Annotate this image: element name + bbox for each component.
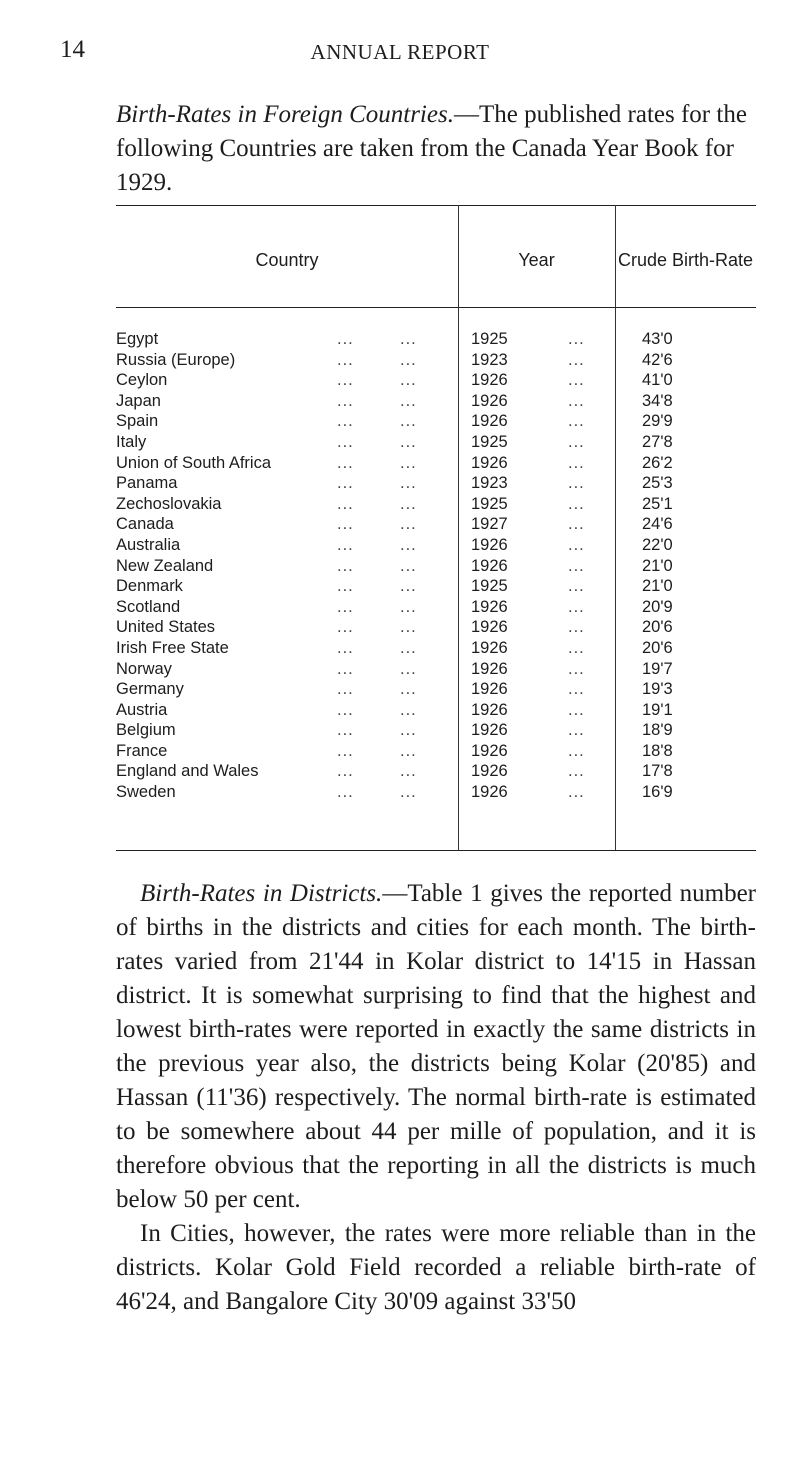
leader-dots: ... bbox=[568, 577, 585, 596]
cell-country: Zechoslovakia bbox=[116, 494, 222, 513]
cell-year: 1926 bbox=[471, 535, 508, 554]
leader-dots: ... bbox=[568, 474, 585, 493]
leader-dots: ... bbox=[400, 721, 417, 740]
cell-country: Italy bbox=[116, 432, 147, 451]
intro-heading: Birth-Rates in Foreign Countries. bbox=[116, 101, 454, 128]
table-row bbox=[116, 433, 756, 454]
cell-year: 1923 bbox=[471, 474, 508, 493]
intro-paragraph bbox=[116, 98, 756, 200]
header-country: Country bbox=[255, 249, 319, 270]
cell-year: 1926 bbox=[471, 762, 508, 781]
leader-dots: ... bbox=[337, 371, 354, 390]
leader-dots: ... bbox=[337, 680, 354, 699]
cell-birth-rate: 27'8 bbox=[642, 432, 673, 451]
leader-dots: ... bbox=[400, 700, 417, 719]
table-bottom-rule bbox=[116, 850, 756, 851]
table-row bbox=[116, 412, 756, 433]
cell-country: Canada bbox=[116, 515, 174, 534]
leader-dots: ... bbox=[337, 474, 354, 493]
cities-paragraph: In Cities, however, the rates were more reliable than in the districts. Kolar Gold Field recorded a reliable birth-rate of 46'24, and Bangalore City 30'09 against 33'50 bbox=[116, 1220, 756, 1315]
cell-birth-rate: 25'1 bbox=[642, 494, 673, 513]
cell-country: Panama bbox=[116, 474, 178, 493]
table-row bbox=[116, 577, 756, 598]
leader-dots: ... bbox=[400, 412, 417, 431]
leader-dots: ... bbox=[568, 700, 585, 719]
cell-year: 1926 bbox=[471, 618, 508, 637]
leader-dots: ... bbox=[400, 618, 417, 637]
leader-dots: ... bbox=[400, 432, 417, 451]
cell-country: Union of South Africa bbox=[116, 453, 272, 472]
cell-country: Irish Free State bbox=[116, 638, 229, 657]
table-header-rule bbox=[116, 307, 756, 308]
table-row bbox=[116, 721, 756, 742]
cell-country: Sweden bbox=[116, 783, 176, 802]
leader-dots: ... bbox=[337, 741, 354, 760]
birth-rate-table bbox=[116, 205, 756, 855]
districts-paragraph bbox=[116, 877, 756, 1217]
cell-birth-rate: 21'0 bbox=[642, 577, 673, 596]
leader-dots: ... bbox=[400, 556, 417, 575]
cell-country: England and Wales bbox=[116, 762, 259, 781]
leader-dots: ... bbox=[400, 350, 417, 369]
table-top-rule bbox=[116, 205, 756, 206]
cell-birth-rate: 18'8 bbox=[642, 741, 673, 760]
leader-dots: ... bbox=[400, 535, 417, 554]
table-row bbox=[116, 454, 756, 475]
table-row bbox=[116, 618, 756, 639]
leader-dots: ... bbox=[400, 638, 417, 657]
table-row bbox=[116, 742, 756, 763]
header-year: Year bbox=[518, 249, 555, 270]
leader-dots: ... bbox=[568, 741, 585, 760]
cell-year: 1925 bbox=[471, 330, 508, 348]
leader-dots: ... bbox=[400, 597, 417, 616]
leader-dots: ... bbox=[568, 371, 585, 390]
table-row bbox=[116, 783, 756, 804]
leader-dots: ... bbox=[337, 618, 354, 637]
cell-birth-rate: 16'9 bbox=[642, 783, 673, 802]
table-row bbox=[116, 639, 756, 660]
leader-dots: ... bbox=[337, 432, 354, 451]
cell-birth-rate: 24'6 bbox=[642, 515, 673, 534]
cell-year: 1923 bbox=[471, 350, 508, 369]
cell-country: Norway bbox=[116, 659, 172, 678]
table-row bbox=[116, 371, 756, 392]
leader-dots: ... bbox=[337, 638, 354, 657]
cell-year: 1926 bbox=[471, 412, 508, 431]
leader-dots: ... bbox=[337, 330, 354, 348]
leader-dots: ... bbox=[400, 783, 417, 802]
cell-country: Austria bbox=[116, 700, 168, 719]
leader-dots: ... bbox=[337, 577, 354, 596]
cell-country: Spain bbox=[116, 412, 159, 431]
leader-dots: ... bbox=[400, 680, 417, 699]
header-crude-birth-rate: Crude Birth-Rate bbox=[617, 249, 754, 270]
cell-country: Ceylon bbox=[116, 371, 168, 390]
cell-year: 1926 bbox=[471, 700, 508, 719]
cell-country: United States bbox=[116, 618, 216, 637]
leader-dots: ... bbox=[337, 515, 354, 534]
cell-birth-rate: 19'7 bbox=[642, 659, 673, 678]
leader-dots: ... bbox=[568, 432, 585, 451]
leader-dots: ... bbox=[337, 659, 354, 678]
leader-dots: ... bbox=[568, 680, 585, 699]
cell-year: 1926 bbox=[471, 371, 508, 390]
leader-dots: ... bbox=[400, 391, 417, 410]
leader-dots: ... bbox=[568, 494, 585, 513]
districts-section bbox=[116, 877, 756, 1319]
cell-birth-rate: 19'1 bbox=[642, 700, 673, 719]
cell-year: 1926 bbox=[471, 721, 508, 740]
table-row bbox=[116, 495, 756, 516]
cell-year: 1926 bbox=[471, 556, 508, 575]
cell-birth-rate: 18'9 bbox=[642, 721, 673, 740]
districts-text: —Table 1 gives the reported number of births in the districts and cities for each month. The birth-rates varied from 21'44 in Kolar district to 14'15 in Hassan district. It is somewhat surprising to find that the highest and lowest birth-rates were reported in exactly the same districts in the previous year also, the districts being Kolar (20'85) and Hassan (11'36) respectively. The normal birth-rate is estimated to be somewhere about 44 per mille of population, and it is therefore obvious that the reporting in all the districts is much below 50 per cent. bbox=[116, 880, 757, 1213]
cell-birth-rate: 19'3 bbox=[642, 680, 673, 699]
cell-birth-rate: 22'0 bbox=[642, 535, 673, 554]
leader-dots: ... bbox=[337, 535, 354, 554]
cell-birth-rate: 20'6 bbox=[642, 638, 673, 657]
cell-birth-rate: 42'6 bbox=[642, 350, 673, 369]
leader-dots: ... bbox=[400, 494, 417, 513]
cell-country: Egypt bbox=[116, 330, 159, 348]
cell-year: 1926 bbox=[471, 741, 508, 760]
cell-birth-rate: 43'0 bbox=[642, 330, 673, 348]
cell-birth-rate: 26'2 bbox=[642, 453, 673, 472]
cell-country: Belgium bbox=[116, 721, 176, 740]
table-row bbox=[116, 660, 756, 681]
leader-dots: ... bbox=[568, 638, 585, 657]
table-body bbox=[116, 330, 756, 804]
leader-dots: ... bbox=[337, 700, 354, 719]
leader-dots: ... bbox=[568, 330, 585, 348]
table-row bbox=[116, 557, 756, 578]
leader-dots: ... bbox=[568, 391, 585, 410]
leader-dots: ... bbox=[337, 556, 354, 575]
cell-birth-rate: 20'9 bbox=[642, 597, 673, 616]
leader-dots: ... bbox=[337, 453, 354, 472]
cell-year: 1927 bbox=[471, 515, 508, 534]
leader-dots: ... bbox=[568, 412, 585, 431]
cell-birth-rate: 17'8 bbox=[642, 762, 673, 781]
leader-dots: ... bbox=[337, 412, 354, 431]
cell-year: 1926 bbox=[471, 597, 508, 616]
leader-dots: ... bbox=[400, 330, 417, 348]
cell-country: Russia (Europe) bbox=[116, 350, 236, 369]
cell-country: Denmark bbox=[116, 577, 183, 596]
leader-dots: ... bbox=[568, 556, 585, 575]
table-row bbox=[116, 762, 756, 783]
leader-dots: ... bbox=[337, 494, 354, 513]
cell-birth-rate: 25'3 bbox=[642, 474, 673, 493]
leader-dots: ... bbox=[568, 618, 585, 637]
leader-dots: ... bbox=[337, 597, 354, 616]
cell-birth-rate: 21'0 bbox=[642, 556, 673, 575]
table-row bbox=[116, 392, 756, 413]
leader-dots: ... bbox=[400, 741, 417, 760]
leader-dots: ... bbox=[400, 453, 417, 472]
cell-birth-rate: 20'6 bbox=[642, 618, 673, 637]
cell-country: Scotland bbox=[116, 597, 181, 616]
cell-year: 1926 bbox=[471, 680, 508, 699]
cell-birth-rate: 29'9 bbox=[642, 412, 673, 431]
cell-year: 1926 bbox=[471, 453, 508, 472]
leader-dots: ... bbox=[337, 762, 354, 781]
table-row bbox=[116, 474, 756, 495]
leader-dots: ... bbox=[568, 762, 585, 781]
table-row bbox=[116, 680, 756, 701]
running-head: ANNUAL REPORT bbox=[310, 40, 490, 64]
leader-dots: ... bbox=[400, 515, 417, 534]
intro-text: —The published rates for the following Countries are taken from the Canada Year Book for 1929. bbox=[116, 101, 747, 196]
cell-country: New Zealand bbox=[116, 556, 214, 575]
cell-year: 1925 bbox=[471, 432, 508, 451]
cell-birth-rate: 34'8 bbox=[642, 391, 673, 410]
cell-year: 1925 bbox=[471, 577, 508, 596]
cell-country: Australia bbox=[116, 535, 181, 554]
leader-dots: ... bbox=[568, 783, 585, 802]
table-row bbox=[116, 351, 756, 372]
leader-dots: ... bbox=[337, 783, 354, 802]
leader-dots: ... bbox=[400, 762, 417, 781]
table-row bbox=[116, 515, 756, 536]
page-number: 14 bbox=[60, 36, 85, 63]
cell-year: 1926 bbox=[471, 638, 508, 657]
leader-dots: ... bbox=[568, 453, 585, 472]
table-row bbox=[116, 598, 756, 619]
leader-dots: ... bbox=[400, 474, 417, 493]
leader-dots: ... bbox=[568, 515, 585, 534]
districts-heading: Birth-Rates in Districts. bbox=[140, 880, 383, 907]
cell-country: Germany bbox=[116, 680, 184, 699]
leader-dots: ... bbox=[568, 597, 585, 616]
cell-country: Japan bbox=[116, 391, 161, 410]
leader-dots: ... bbox=[400, 577, 417, 596]
table-row bbox=[116, 536, 756, 557]
cell-birth-rate: 41'0 bbox=[642, 371, 673, 390]
leader-dots: ... bbox=[337, 391, 354, 410]
cell-year: 1926 bbox=[471, 783, 508, 802]
leader-dots: ... bbox=[337, 350, 354, 369]
leader-dots: ... bbox=[568, 350, 585, 369]
cell-year: 1926 bbox=[471, 391, 508, 410]
leader-dots: ... bbox=[400, 659, 417, 678]
leader-dots: ... bbox=[568, 659, 585, 678]
leader-dots: ... bbox=[400, 371, 417, 390]
cell-year: 1926 bbox=[471, 659, 508, 678]
cell-year: 1925 bbox=[471, 494, 508, 513]
cell-country: France bbox=[116, 741, 168, 760]
leader-dots: ... bbox=[568, 721, 585, 740]
leader-dots: ... bbox=[568, 535, 585, 554]
leader-dots: ... bbox=[337, 721, 354, 740]
page-header bbox=[0, 36, 800, 72]
table-row bbox=[116, 330, 756, 351]
table-row bbox=[116, 701, 756, 722]
